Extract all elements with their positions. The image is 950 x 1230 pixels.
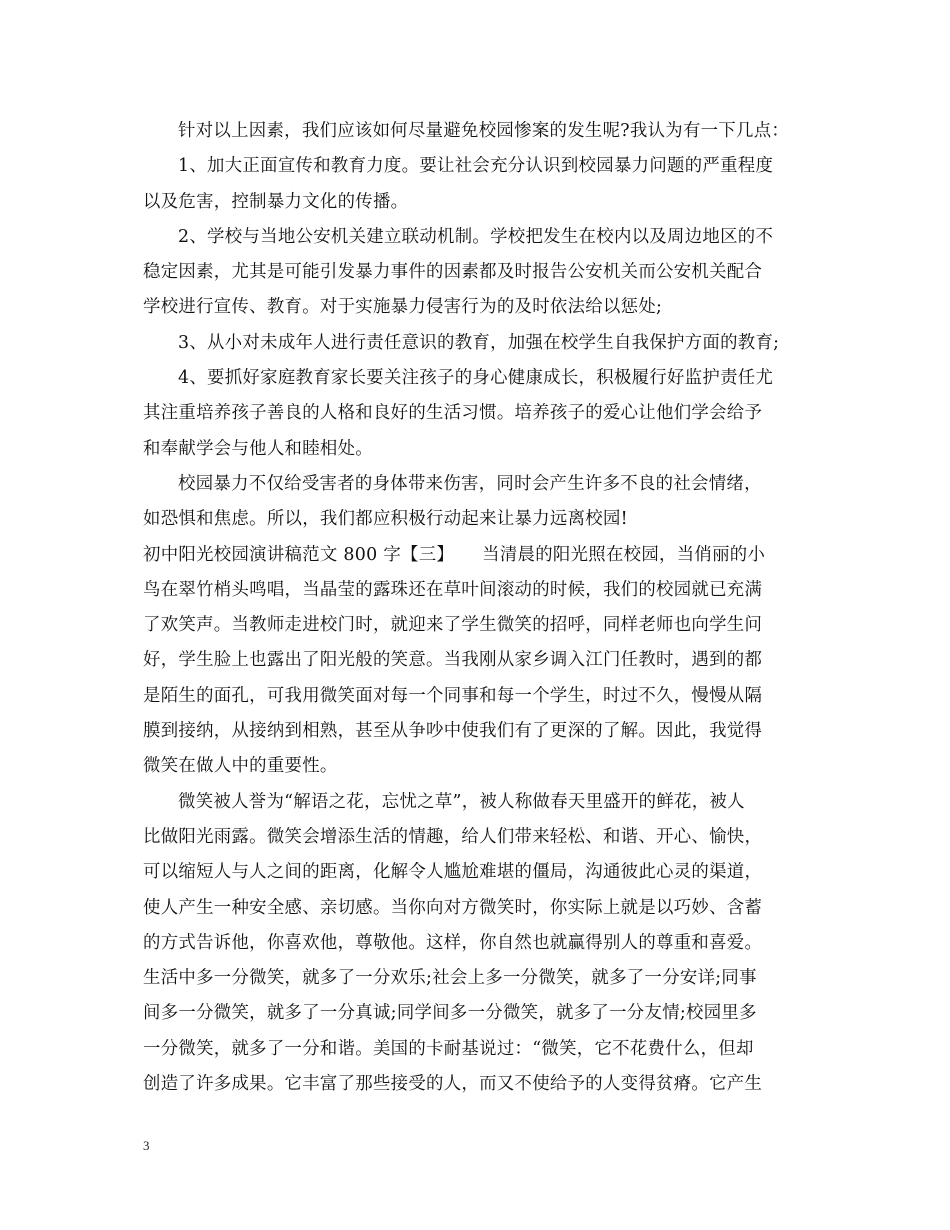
paragraph-line: 间多一分微笑，就多了一分真诚;同学间多一分微笑，就多了一分友情;校园里多 [143,1003,757,1024]
page-number: 3 [143,1138,150,1153]
paragraph-line: 微笑在做人中的重要性。 [143,756,338,777]
document-body [143,114,810,1102]
paragraph-line: 生活中多一分微笑，就多了一分欢乐;社会上多一分微笑，就多了一分安详;同事 [143,968,757,989]
paragraph-line: 学校进行宣传、教育。对于实施暴力侵害行为的及时依法给以惩处; [143,297,663,318]
paragraph-line: 了欢笑声。当教师走进校门时，就迎来了学生微笑的招呼，同样老师也向学生问 [143,615,763,636]
paragraph-line: 好，学生脸上也露出了阳光般的笑意。当我刚从家乡调入江门任教时，遇到的都 [143,650,763,671]
paragraph-line: 的方式告诉他，你喜欢他，尊敬他。这样，你自然也就赢得别人的尊重和喜爱。 [143,932,763,953]
section-heading: 初中阳光校园演讲稿范文 800 字【三】 [143,544,455,565]
paragraph-line: 1、加大正面宣传和教育力度。要让社会充分认识到校园暴力问题的严重程度 [178,156,774,177]
paragraph-line: 3、从小对未成年人进行责任意识的教育，加强在校学生自我保护方面的教育; [178,332,780,353]
paragraph-line: 鸟在翠竹梢头鸣唱，当晶莹的露珠还在草叶间滚动的时候，我们的校园就已充满 [143,579,763,600]
paragraph-line: 当清晨的阳光照在校园，当俏丽的小 [482,544,766,565]
paragraph-line: 是陌生的面孔，可我用微笑面对每一个同事和每一个学生，时过不久，慢慢从隔 [143,685,763,706]
paragraph-line: 一分微笑，就多了一分和谐。美国的卡耐基说过：“微笑，它不花费什么，但却 [143,1038,754,1059]
paragraph-line: 比做阳光雨露。微笑会增添生活的情趣，给人们带来轻松、和谐、开心、愉快， [143,826,763,847]
section-heading-line [143,538,810,573]
paragraph-line: 如恐惧和焦虑。所以，我们都应积极行动起来让暴力远离校园! [143,509,628,530]
paragraph-line: 针对以上因素，我们应该如何尽量避免校园惨案的发生呢?我认为有一下几点： [178,121,790,141]
paragraph-line: 2、学校与当地公安机关建立联动机制。学校把发生在校内以及周边地区的不 [178,226,774,247]
paragraph-line: 可以缩短人与人之间的距离，化解令人尴尬难堪的僵局，沟通彼此心灵的渠道， [143,862,763,883]
paragraph-line: 创造了许多成果。它丰富了那些接受的人，而又不使给予的人变得贫瘠。它产生 [143,1074,763,1095]
paragraph-line: 和奉献学会与他人和睦相处。 [143,438,373,459]
paragraph-line: 其注重培养孩子善良的人格和良好的生活习惯。培养孩子的爱心让他们学会给予 [143,403,763,424]
paragraph-line: 以及危害，控制暴力文化的传播。 [143,191,409,212]
paragraph-line: 膜到接纳，从接纳到相熟，甚至从争吵中使我们有了更深的了解。因此，我觉得 [143,721,763,742]
paragraph-line: 使人产生一种安全感、亲切感。当你向对方微笑时，你实际上就是以巧妙、含蓄 [143,897,763,918]
paragraph-line: 微笑被人誉为“解语之花，忘忧之草”，被人称做春天里盛开的鲜花，被人 [178,791,745,812]
paragraph-line: 4、要抓好家庭教育家长要关注孩子的身心健康成长，积极履行好监护责任尤 [178,368,774,389]
paragraph-line: 稳定因素，尤其是可能引发暴力事件的因素都及时报告公安机关而公安机关配合 [143,262,763,283]
paragraph-line: 校园暴力不仅给受害者的身体带来伤害，同时会产生许多不良的社会情绪， [178,473,762,494]
